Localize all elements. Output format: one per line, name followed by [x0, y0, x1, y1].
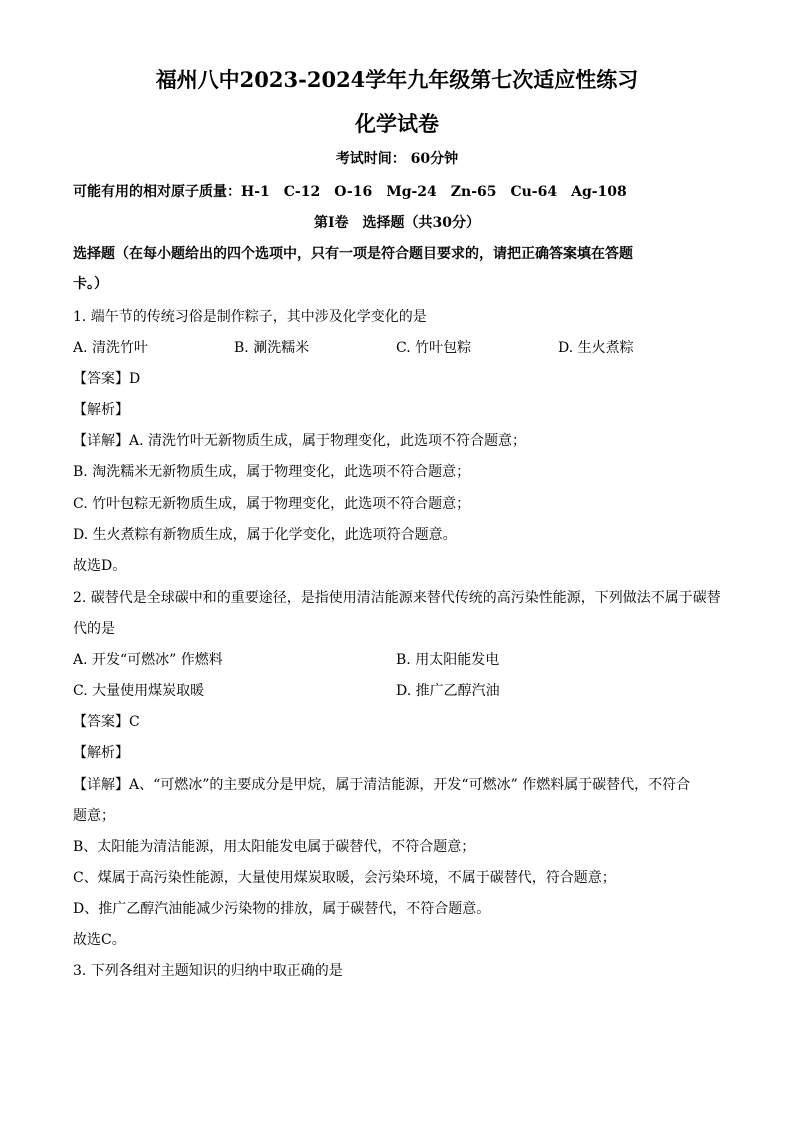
q2-answer: 【答案】C: [73, 714, 140, 730]
q2-stem-line1: 2. 碳替代是全球碳中和的重要途径，是指使用清洁能源来替代传统的高污染性能源，下列做法不属于碳替: [73, 590, 721, 606]
q2-analysis-label: 【解析】: [73, 745, 129, 761]
q1-conclusion: 故选D。: [73, 558, 127, 574]
q1-detail-3: C. 竹叶包粽无新物质生成，属于物理变化，此选项不符合题意；: [73, 496, 471, 512]
q2-stem-line2: 代的是: [73, 621, 115, 637]
q2-conclusion: 故选C。: [73, 932, 126, 948]
q1-option-d: D. 生火煮粽: [558, 340, 634, 356]
section-title: 第Ⅰ卷 选择题（共30分）: [313, 215, 481, 231]
q2-detail-2: 题意；: [73, 808, 115, 824]
q1-option-b: B. 涮洗糯米: [234, 340, 310, 356]
q1-detail-1: 【详解】A. 清洗竹叶无新物质生成，属于物理变化，此选项不符合题意；: [73, 433, 527, 449]
q2-detail-4: C、煤属于高污染性能源，大量使用煤炭取暖，会污染环境，不属于碳替代，符合题意；: [73, 870, 616, 886]
exam-title: 福州八中2023-2024学年九年级第七次适应性练习: [155, 67, 639, 92]
q2-option-b: B. 用太阳能发电: [396, 652, 500, 668]
q2-detail-5: D、推广乙醇汽油能减少污染物的排放，属于碳替代，不符合题意。: [73, 901, 491, 917]
q1-option-c: C. 竹叶包粽: [396, 340, 472, 356]
q1-detail-2: B. 淘洗糯米无新物质生成，属于物理变化，此选项不符合题意；: [73, 464, 471, 480]
q3-stem: 3. 下列各组对主题知识的归纳中取正确的是: [73, 963, 343, 979]
q1-option-a: A. 清洗竹叶: [73, 340, 149, 356]
q2-option-d: D. 推广乙醇汽油: [396, 683, 500, 699]
q1-stem: 1. 端午节的传统习俗是制作粽子，其中涉及化学变化的是: [73, 309, 427, 325]
q2-detail-1: 【详解】A、“可燃冰”的主要成分是甲烷，属于清洁能源，开发“可燃冰” 作燃料属于碳替代，不符合: [73, 777, 691, 793]
subject-title: 化学试卷: [355, 111, 439, 136]
atomic-masses: 可能有用的相对原子质量：H-1 C-12 O-16 Mg-24 Zn-65 Cu-64 Ag-108: [73, 184, 627, 200]
q2-option-a: A. 开发“可燃冰” 作燃料: [73, 652, 223, 668]
q1-detail-4: D. 生火煮粽有新物质生成，属于化学变化，此选项符合题意。: [73, 527, 457, 543]
instructions-line2: 卡。）: [73, 276, 108, 292]
instructions-line1: 选择题（在每小题给出的四个选项中，只有一项是符合题目要求的，请把正确答案填在答题: [73, 246, 633, 262]
q1-answer: 【答案】D: [73, 371, 141, 387]
q2-detail-3: B、太阳能为清洁能源，用太阳能发电属于碳替代，不符合题意；: [73, 839, 476, 855]
exam-time: 考试时间： 60分钟: [335, 151, 459, 167]
q2-option-c: C. 大量使用煤炭取暖: [73, 683, 205, 699]
q1-analysis-label: 【解析】: [73, 402, 129, 418]
